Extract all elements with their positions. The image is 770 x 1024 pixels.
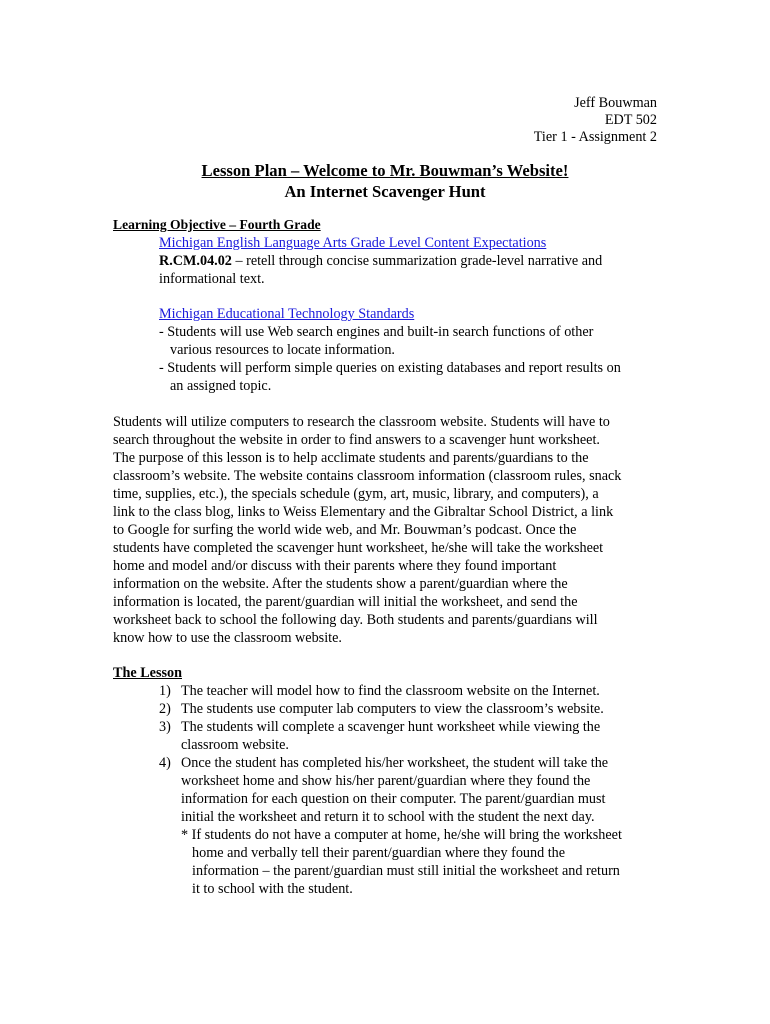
paragraph-line: know how to use the classroom website. xyxy=(113,630,342,646)
tech-standards-link-text[interactable]: Michigan Educational Technology Standards xyxy=(159,306,415,322)
assignment-label: Tier 1 - Assignment 2 xyxy=(533,129,657,145)
paragraph-line: information is located, the parent/guardian will initial the worksheet, and send the xyxy=(113,594,578,610)
list-item: The students use computer lab computers to view the classroom’s website. xyxy=(181,701,604,717)
paragraph-line: information on the website. After the students show a parent/guardian where the xyxy=(113,576,568,592)
ela-standard-line xyxy=(159,252,602,270)
list-item: The teacher will model how to find the classroom website on the Internet. xyxy=(181,683,600,699)
ela-standard-text-continued: informational text. xyxy=(159,271,265,287)
course-code: EDT 502 xyxy=(604,112,657,128)
list-item: Once the student has completed his/her worksheet, the student will take the xyxy=(181,755,609,771)
objective-heading: Learning Objective – Fourth Grade xyxy=(113,217,321,232)
note-line: * If students do not have a computer at home, he/she will bring the worksheet xyxy=(181,827,622,843)
tech-standard-line: - Students will perform simple queries on existing databases and report results on xyxy=(159,360,621,376)
page-subtitle: An Internet Scavenger Hunt xyxy=(284,182,486,201)
author-name: Jeff Bouwman xyxy=(574,95,657,111)
paragraph-line: home and model and/or discuss with their parents where they found important xyxy=(113,558,557,574)
note-line: it to school with the student. xyxy=(192,881,353,897)
tech-standards-link[interactable] xyxy=(159,305,414,323)
ela-standards-link-text[interactable]: Michigan English Language Arts Grade Level Content Expectations xyxy=(159,235,547,251)
list-number: 1) xyxy=(159,683,171,699)
paragraph-line: search throughout the website in order to find answers to a scavenger hunt worksheet. xyxy=(113,432,600,448)
paragraph-line: link to the class blog, links to Weiss Elementary and the Gibraltar School District, a link xyxy=(113,504,614,520)
paragraph-line: The purpose of this lesson is to help acclimate students and parents/guardians to the xyxy=(113,450,589,466)
paragraph-line: to Google for surfing the world wide web, and Mr. Bouwman’s podcast. Once the xyxy=(113,522,577,538)
list-item: initial the worksheet and return it to school with the student the next day. xyxy=(181,809,595,825)
paragraph-line: classroom’s website. The website contains classroom information (classroom rules, snack xyxy=(113,468,622,484)
note-line: information – the parent/guardian must still initial the worksheet and return xyxy=(192,863,620,879)
ela-standards-link[interactable] xyxy=(159,234,546,252)
list-item: The students will complete a scavenger hunt worksheet while viewing the xyxy=(181,719,601,735)
list-item: classroom website. xyxy=(181,737,289,753)
paragraph-line: students have completed the scavenger hunt worksheet, he/she will take the worksheet xyxy=(113,540,604,556)
paragraph-line: worksheet back to school the following day. Both students and parents/guardians will xyxy=(113,612,598,628)
note-line: home and verbally tell their parent/guardian where they found the xyxy=(192,845,566,861)
list-number: 2) xyxy=(159,701,171,717)
list-item: worksheet home and show his/her parent/guardian where they found the xyxy=(181,773,591,789)
ela-standard-text: – retell through concise summarization grade-level narrative and xyxy=(231,253,603,269)
list-number: 3) xyxy=(159,719,171,735)
tech-standard-line: an assigned topic. xyxy=(170,378,272,394)
list-number: 4) xyxy=(159,755,171,771)
ela-standard-code: R.CM.04.02 xyxy=(159,253,232,269)
page-title: Lesson Plan – Welcome to Mr. Bouwman’s Website! xyxy=(201,161,569,180)
tech-standard-line: various resources to locate information. xyxy=(170,342,395,358)
paragraph-line: time, supplies, etc.), the specials schedule (gym, art, music, library, and computers), a xyxy=(113,486,599,502)
paragraph-line: Students will utilize computers to research the classroom website. Students will have to xyxy=(113,414,610,430)
list-item: information for each question on their computer. The parent/guardian must xyxy=(181,791,606,807)
tech-standard-line: - Students will use Web search engines and built-in search functions of other xyxy=(159,324,594,340)
lesson-heading: The Lesson xyxy=(113,665,182,681)
